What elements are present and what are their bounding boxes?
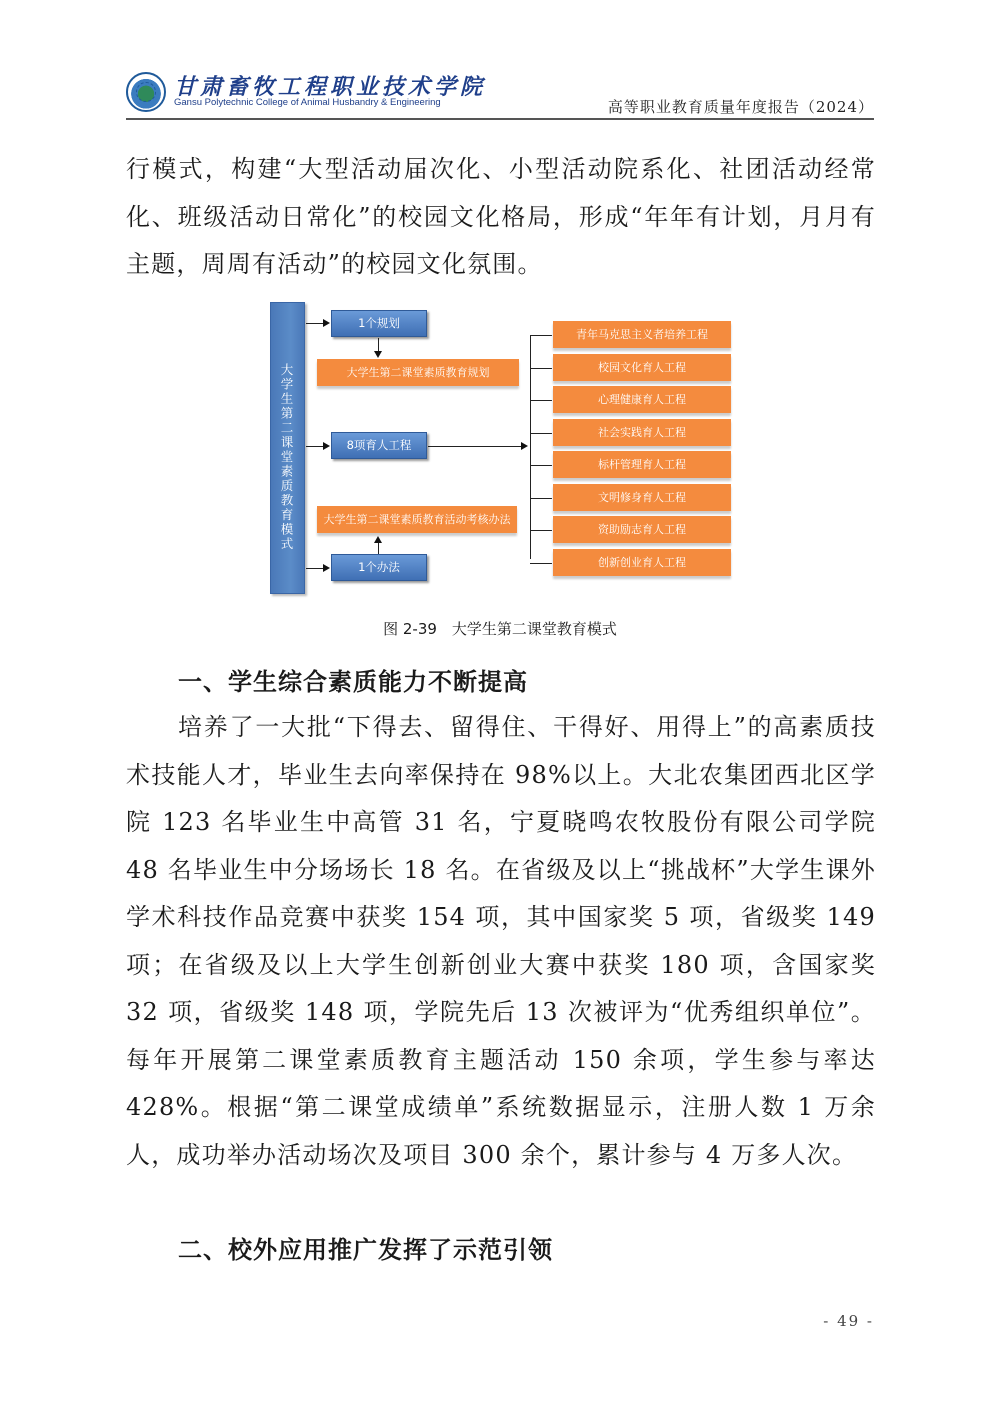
page-number: - 49 - [823,1312,874,1330]
project-box: 社会实践育人工程 [553,419,731,446]
arrow-up-icon [374,536,382,543]
arrow-down-icon [374,351,382,358]
connector-line [306,568,324,569]
bracket-line [530,335,531,559]
arrow-right-icon [323,564,330,572]
figure-caption: 图 2-39 大学生第二课堂教育模式 [383,620,617,638]
diagram-root-label: 大学生第二课堂素质教育模式 [279,363,294,552]
project-box: 校园文化育人工程 [553,354,731,381]
section-1-paragraph: 培养了一大批“下得去、留得住、干得好、用得上”的高素质技术技能人才，毕业生去向率保持在 98%以上。大北农集团西北区学院 123 名毕业生中高管 31 名，宁夏晓鸣农牧股份有限公司学院 48 名毕业生中分场场长 18 名。在省级及以上“挑战杯”大学生课外学术科技作品竞赛中获奖 154 项，其中国家奖 5 项，省级奖 149 项；在省级及以上大学生创新创业大赛中获奖 180 项，含国家奖 32 项，省级奖 148 项，学院先后 13 次被评为“优秀组织单位”。每年开展第二课堂素质教育主题活动 150 余项，学生参与率达 428%。根据“第二课堂成绩单”系统数据显示，注册人数 1 万余人，成功举办活动场次及项目 300 余个，累计参与 4 万多人次。 [126,713,876,1169]
method-detail-box: 大学生第二课堂素质教育活动考核办法 [317,506,517,533]
school-logo-icon [126,72,166,112]
branch-line [530,368,552,369]
branch-line [530,465,552,466]
section-heading-1: 一、学生综合素质能力不断提高 [178,668,528,696]
branch-line [530,498,552,499]
method-box: 1个办法 [331,554,427,581]
branch-line [530,433,552,434]
arrow-right-icon [323,442,330,450]
project-box: 创新创业育人工程 [553,549,731,576]
branch-line [530,335,552,336]
school-name-en: Gansu Polytechnic College of Animal Husbandry & Engineering [174,97,441,108]
intro-paragraph: 行模式，构建“大型活动届次化、小型活动院系化、社团活动经常化、班级活动日常化”的校园文化格局，形成“年年有计划，月月有主题，周周有活动”的校园文化氛围。 [126,155,876,278]
report-title: 高等职业教育质量年度报告（2024） [607,98,874,116]
page-header [126,66,874,120]
branch-line [530,563,552,564]
section-heading-2: 二、校外应用推广发挥了示范引领 [178,1236,553,1264]
project-box: 标杆管理育人工程 [553,451,731,478]
project-box: 青年马克思主义者培养工程 [553,321,731,348]
project-box: 资助励志育人工程 [553,516,731,543]
connector-line [378,338,379,352]
project-box: 文明修身育人工程 [553,484,731,511]
plan-detail-box: 大学生第二课堂素质教育规划 [317,359,519,386]
diagram-root-box [270,302,305,594]
connector-line [306,323,324,324]
branch-line [530,400,552,401]
plan-box: 1个规划 [331,310,427,337]
school-name-cn: 甘肃畜牧工程职业技术学院 [174,74,487,100]
projects-box: 8项育人工程 [331,432,427,459]
arrow-right-icon [521,442,528,450]
connector-line [428,446,521,447]
education-model-diagram [265,298,745,598]
branch-line [530,530,552,531]
arrow-right-icon [323,319,330,327]
connector-line [306,446,324,447]
project-box: 心理健康育人工程 [553,386,731,413]
header-divider [126,118,874,120]
